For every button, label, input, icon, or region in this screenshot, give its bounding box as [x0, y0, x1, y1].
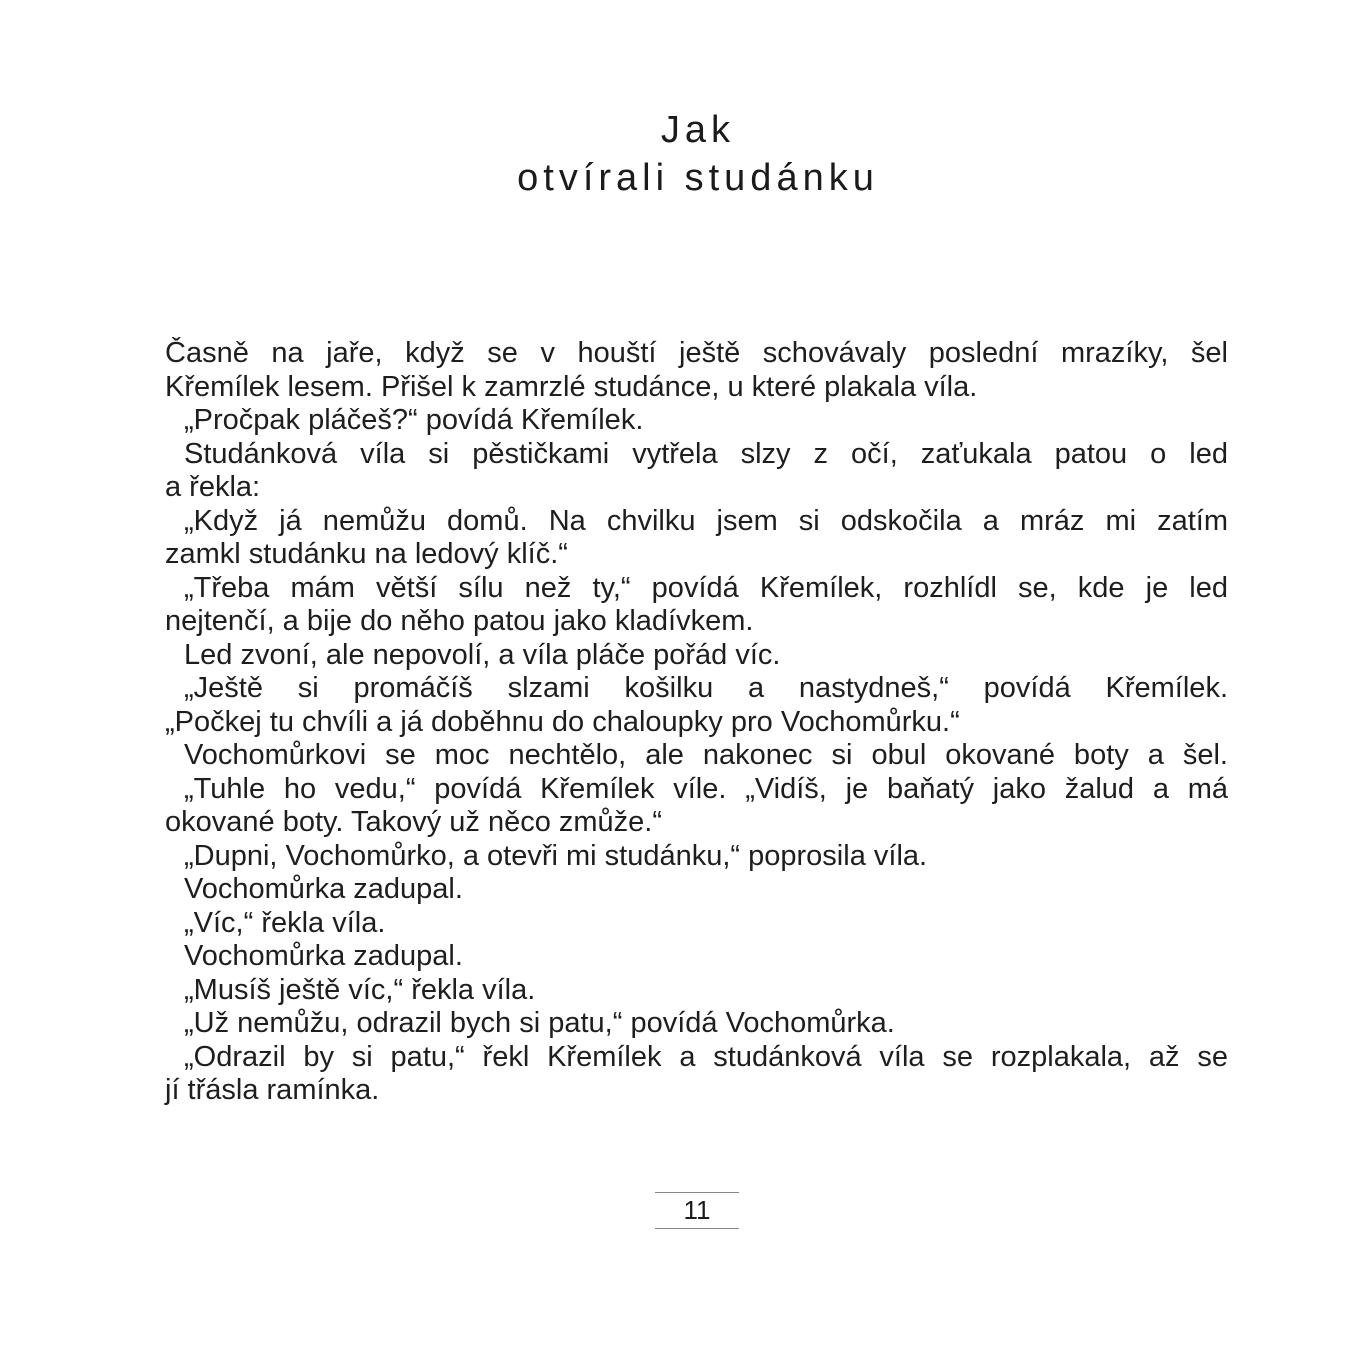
story-line: Led zvoní, ale nepovolí, a víla pláče pořád víc.: [184, 638, 781, 671]
story-line: „Dupni, Vochomůrko, a otevři mi studánku,“ poprosila víla.: [184, 839, 928, 872]
story-line: „Když já nemůžu domů. Na chvilku jsem si odskočila a mráz mi zatím: [184, 504, 1228, 537]
title-line-1: Jak: [660, 109, 736, 151]
story-line: Vochomůrkovi se moc nechtělo, ale nakonec si obul okované boty a šel.: [184, 739, 1228, 771]
page-number-rule-top: [655, 1192, 739, 1193]
story-line: „Ještě si promáčíš slzami košilku a nastydneš,“ povídá Křemílek.: [184, 672, 1228, 704]
story-line: zamkl studánku na ledový klíč.“: [165, 538, 568, 570]
story-line: Studánková víla si pěstičkami vytřela slzy z očí, zaťukala patou o led: [184, 437, 1228, 470]
story-line: Časně na jaře, když se v houští ještě schovávaly poslední mrazíky, šel: [165, 337, 1228, 369]
story-line: „Počkej tu chvíli a já doběhnu do chaloupky pro Vochomůrku.“: [165, 705, 960, 738]
story-line: Křemílek lesem. Přišel k zamrzlé studánce, u které plakala víla.: [165, 370, 978, 403]
story-line: Vochomůrka zadupal.: [184, 873, 463, 905]
story-line: Vochomůrka zadupal.: [184, 940, 463, 972]
story-line: „Odrazil by si patu,“ řekl Křemílek a studánková víla se rozplakala, až se: [184, 1040, 1228, 1073]
title-line-2: otvírali studánku: [517, 157, 879, 199]
story-line: „Třeba mám větší sílu než ty,“ povídá Křemílek, rozhlídl se, kde je led: [184, 571, 1228, 604]
story-line: jí třásla ramínka.: [165, 1074, 380, 1106]
story-line: „Pročpak pláčeš?“ povídá Křemílek.: [184, 404, 644, 436]
story-line: a řekla:: [165, 471, 261, 503]
page-number-rule-bottom: [655, 1228, 739, 1229]
story-line: „Už nemůžu, odrazil bych si patu,“ povídá Vochomůrka.: [184, 1007, 895, 1039]
story-line: „Tuhle ho vedu,“ povídá Křemílek víle. „Vidíš, je baňatý jako žalud a má: [184, 772, 1228, 805]
story-line: „Musíš ještě víc,“ řekla víla.: [184, 973, 536, 1006]
story-line: nejtenčí, a bije do něho patou jako kladívkem.: [165, 605, 754, 637]
story-line: „Víc,“ řekla víla.: [184, 906, 386, 939]
story-text: [165, 337, 1228, 1108]
page-number: 11: [683, 1195, 711, 1225]
story-line: okované boty. Takový už něco zmůže.“: [165, 806, 663, 838]
